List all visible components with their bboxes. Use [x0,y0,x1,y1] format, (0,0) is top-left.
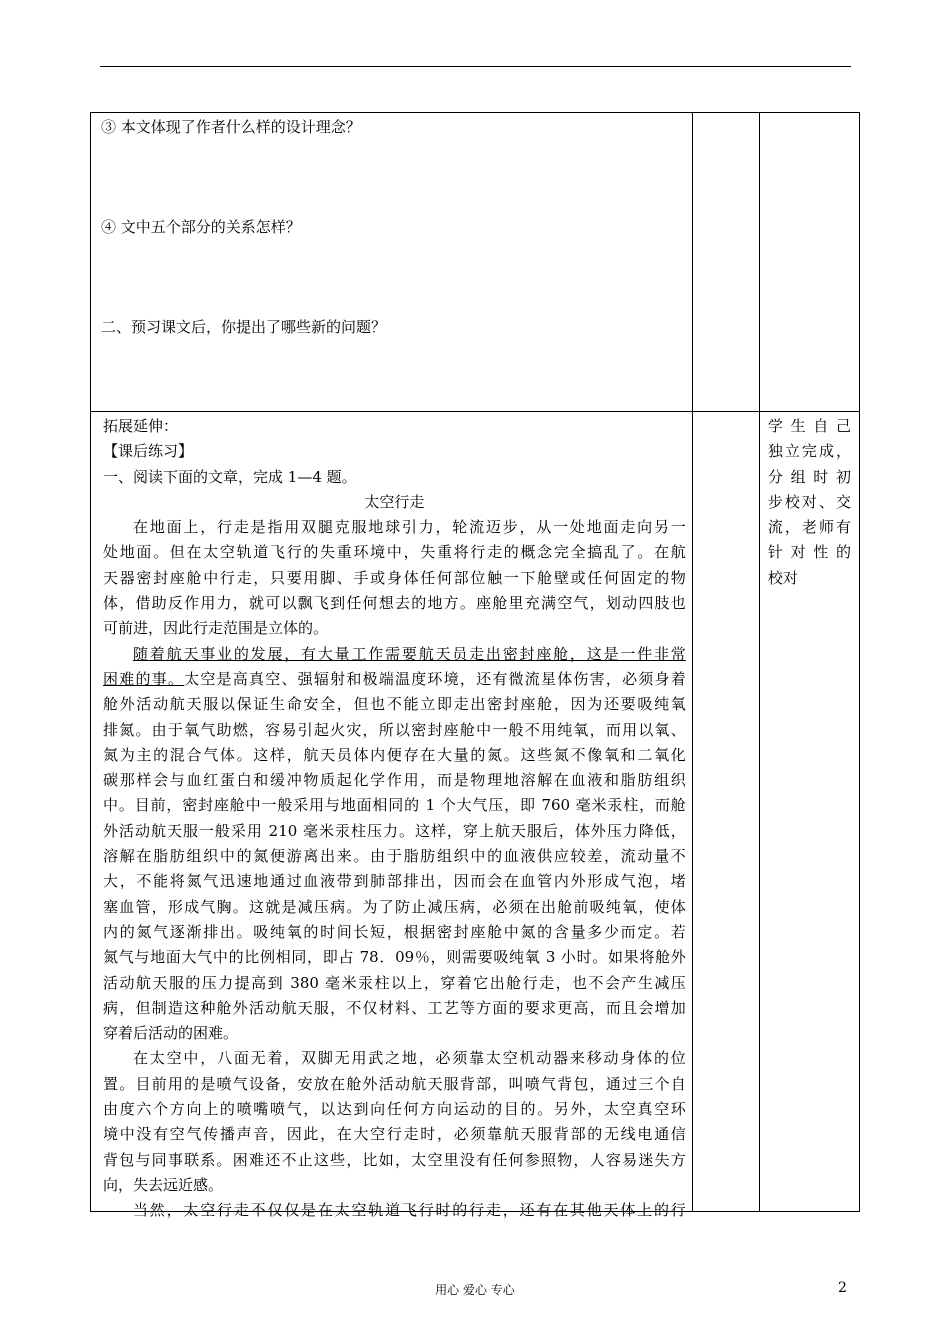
preview-question: 二、预习课文后，你提出了哪些新的问题？ [101,318,387,336]
paragraph-line: 处地面。但在太空轨道飞行的失重环境中，失重将行走的概念完全搞乱了。在航 [103,543,686,562]
paragraph-line: 体，借助反作用力，就可以飘飞到任何想去的地方。座舱里充满空气，划动四肢也 [103,594,686,613]
article-title: 太空行走 [364,492,425,511]
paragraph-line: 氮气与地面大气中的比例相同，即占 78．09％，则需要吸纯氧 3 小时。如果将舱外 [103,948,686,967]
activity-line: 分组时初 [767,467,851,486]
paragraph-line: 由度六个方向上的喷嘴喷气，以达到向任何方向运动的目的。另外，太空真空环 [103,1100,686,1119]
paragraph-line: 穿着后活动的困难。 [103,1024,239,1043]
instruction: 一、阅读下面的文章，完成 1—4 题。 [103,467,357,486]
paragraph-line: 大，不能将氮气迅速地通过血液带到肺部排出，因而会在血管内外形成气泡，堵 [103,872,686,891]
header-rule [100,66,851,67]
extend-label: 拓展延伸： [103,417,179,435]
paragraph-line: 内的氮气逐渐排出。吸纯氧的时间长短，根据密封座舱中氮的含量多少而定。若 [103,922,686,941]
activity-line: 步校对、交 [767,492,851,511]
paragraph-line: 碳那样会与血红蛋白和缓冲物质起化学作用，而是物理地溶解在血液和脂肪组织 [103,771,686,790]
underlined-text: 困难的事。 [103,669,185,688]
paragraph-line: 困难的事。太空是高真空、强辐射和极端温度环境，还有微流星体伤害，必须身着 [103,669,686,688]
paragraph-line: 境中没有空气传播声音，因此，在大空行走时，必须靠航天服背部的无线电通信 [103,1125,686,1144]
activity-line: 学生自己 [767,417,851,435]
paragraph-line: 中。目前，密封座舱中一般采用与地面相同的 1 个大气压，即 760 毫米汞柱，而舱 [103,796,686,815]
activity-line: 独立完成， [767,442,851,461]
paragraph-line: 舱外活动航天服以保证生命安全，但也不能立即走出密封座舱，因为还要吸纯氧 [103,695,686,714]
question-4: ④ 文中五个部分的关系怎样？ [101,218,301,236]
paragraph-line: 当然，太空行走不仅仅是在太空轨道飞行时的行走，还有在其他天体上的行 [133,1201,686,1220]
paragraph-line: 溶解在脂肪组织中的氮便游离出来。由于脂肪组织中的血液供应较差，流动量不 [103,847,686,866]
paragraph-line: 天器密封座舱中行走，只要用脚、手或身体任何部位触一下舱壁或任何固定的物 [103,568,686,587]
paragraph-line: 塞血管，形成气胸。这就是减压病。为了防止减压病，必须在出舱前吸纯氧，使体 [103,897,686,916]
empty-cell [692,113,759,412]
page-number: 2 [838,1280,847,1296]
paragraph-line: 在地面上，行走是指用双腿克服地球引力，轮流迈步，从一处地面走向另一 [133,518,686,537]
practice-heading: 【课后练习】 [103,442,194,461]
paragraph-line: 在太空中，八面无着，双脚无用武之地，必须靠太空机动器来移动身体的位 [133,1049,686,1068]
lesson-table [90,112,860,1220]
table-row [91,113,860,412]
reading-cell [91,412,693,1220]
activity-line: 校对 [767,568,798,587]
question-cell [91,113,693,412]
question-3: ③ 本文体现了作者什么样的设计理念？ [101,118,361,136]
paragraph-line: 活动航天服的压力提高到 380 毫米汞柱以上，穿着它出舱行走，也不会产生减压 [103,973,686,992]
paragraph-line: 外活动航天服一般采用 210 毫米汞柱压力。这样，穿上航天服后，体外压力降低， [103,821,686,840]
empty-cell [759,113,859,412]
activity-cell [759,412,859,1212]
activity-line: 流，老师有 [767,518,851,537]
paragraph-line: 排氮。由于氧气助燃，容易引起火灾，所以密封座舱中一般不用纯氧，而用以氧、 [103,720,686,739]
activity-line: 针对性的 [767,543,851,562]
empty-cell [692,412,759,1212]
paragraph-line: 向，失去远近感。 [103,1175,224,1194]
paragraph-line: 病，但制造这种舱外活动航天服，不仅材料、工艺等方面的要求更高，而且会增加 [103,998,686,1017]
underlined-line: 随着航天事业的发展，有大量工作需要航天员走出密封座舱，这是一件非常 [133,644,686,663]
paragraph-line: 可前进，因此行走范围是立体的。 [103,619,329,638]
table-row [91,412,860,1212]
paragraph-line: 置。目前用的是喷气设备，安放在舱外活动航天服背部，叫喷气背包，通过三个自 [103,1074,686,1093]
paragraph-line: 背包与同事联系。困难还不止这些，比如，太空里没有任何参照物，人容易迷失方 [103,1150,686,1169]
footer-text: 用心 爱心 专心 [435,1283,515,1297]
paragraph-line: 氮为主的混合气体。这样，航天员体内便存在大量的氮。这些氮不像氧和二氧化 [103,745,686,764]
